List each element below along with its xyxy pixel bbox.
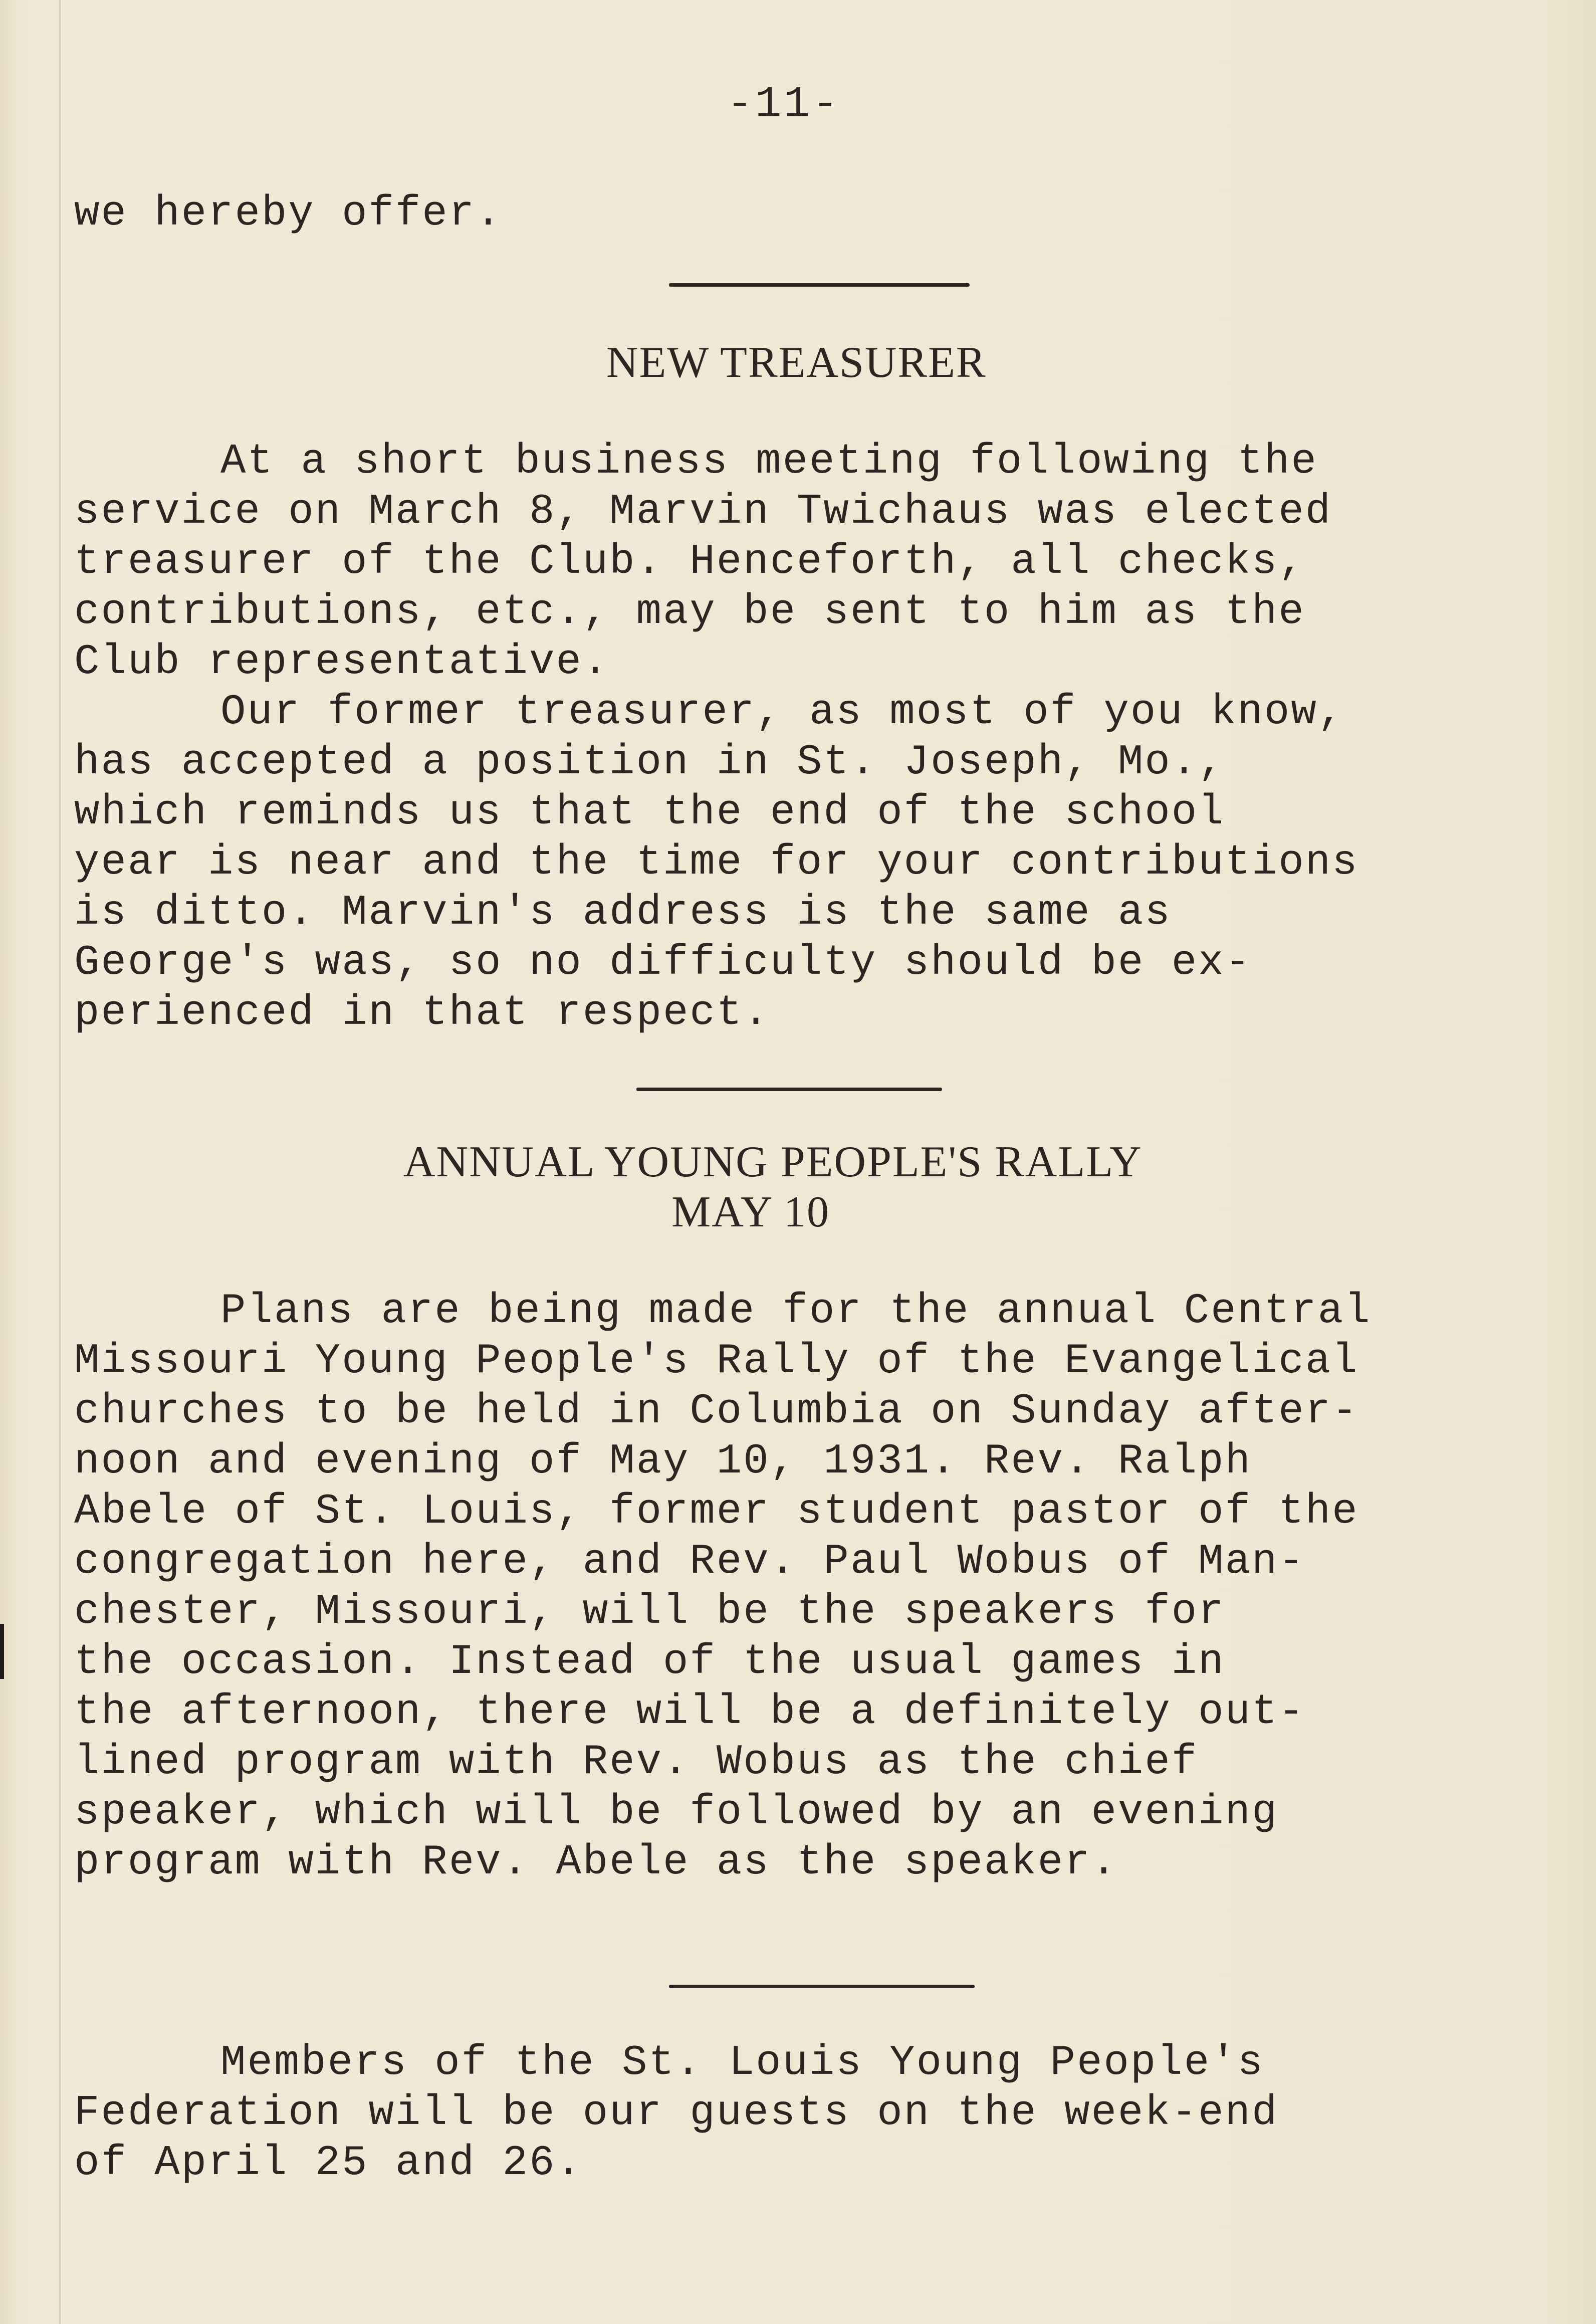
page-number: -11- (727, 80, 841, 130)
treasurer-p1-line-1: At a short business meeting following the (220, 438, 1318, 486)
rally-line-4: noon and evening of May 10, 1931. Rev. Ralph (74, 1438, 1252, 1486)
opening-line: we hereby offer. (74, 190, 503, 238)
treasurer-p1-line-2: service on March 8, Marvin Twichaus was elected (74, 488, 1332, 536)
heading-rally-date: MAY 10 (671, 1188, 830, 1236)
rally-line-10: lined program with Rev. Wobus as the chief (74, 1739, 1199, 1786)
treasurer-p2-line-2: has accepted a position in St. Joseph, Mo., (74, 739, 1225, 786)
rally-line-3: churches to be held in Columbia on Sunday after- (74, 1388, 1359, 1435)
rally-line-7: chester, Missouri, will be the speakers for (74, 1588, 1225, 1636)
rally-line-1: Plans are being made for the annual Central (220, 1288, 1372, 1335)
heading-new-treasurer: NEW TREASURER (606, 338, 987, 387)
treasurer-p2-line-7: perienced in that respect. (74, 989, 770, 1037)
rally-line-9: the afternoon, there will be a definitely out- (74, 1688, 1305, 1736)
treasurer-p1-line-5: Club representative. (74, 639, 610, 686)
rally-line-2: Missouri Young People's Rally of the Evangelical (74, 1338, 1359, 1385)
treasurer-p2-line-3: which reminds us that the end of the school (74, 789, 1225, 836)
section-divider-3 (669, 1985, 975, 1988)
rally-line-8: the occasion. Instead of the usual games in (74, 1638, 1225, 1686)
treasurer-p2-line-6: George's was, so no difficulty should be ex- (74, 939, 1252, 987)
rally-line-11: speaker, which will be followed by an evening (74, 1789, 1279, 1836)
treasurer-p2-line-5: is ditto. Marvin's address is the same as (74, 889, 1172, 937)
federation-line-2: Federation will be our guests on the week-end (74, 2089, 1279, 2137)
federation-line-1: Members of the St. Louis Young People's (220, 2039, 1264, 2087)
rally-line-12: program with Rev. Abele as the speaker. (74, 1839, 1118, 1886)
treasurer-p1-line-3: treasurer of the Club. Henceforth, all checks, (74, 538, 1305, 586)
treasurer-p2-line-4: year is near and the time for your contributions (74, 839, 1359, 887)
margin-ink-mark (0, 1624, 4, 1679)
heading-annual-rally: ANNUAL YOUNG PEOPLE'S RALLY (403, 1138, 1143, 1186)
rally-line-6: congregation here, and Rev. Paul Wobus of Man- (74, 1538, 1305, 1586)
section-divider-1 (669, 283, 970, 287)
federation-line-3: of April 25 and 26. (74, 2140, 583, 2187)
rally-line-5: Abele of St. Louis, former student pastor of the (74, 1488, 1359, 1536)
treasurer-p1-line-4: contributions, etc., may be sent to him as the (74, 588, 1305, 636)
page-fold-line (59, 0, 61, 2324)
section-divider-2 (636, 1088, 942, 1091)
treasurer-p2-line-1: Our former treasurer, as most of you know, (220, 689, 1345, 736)
